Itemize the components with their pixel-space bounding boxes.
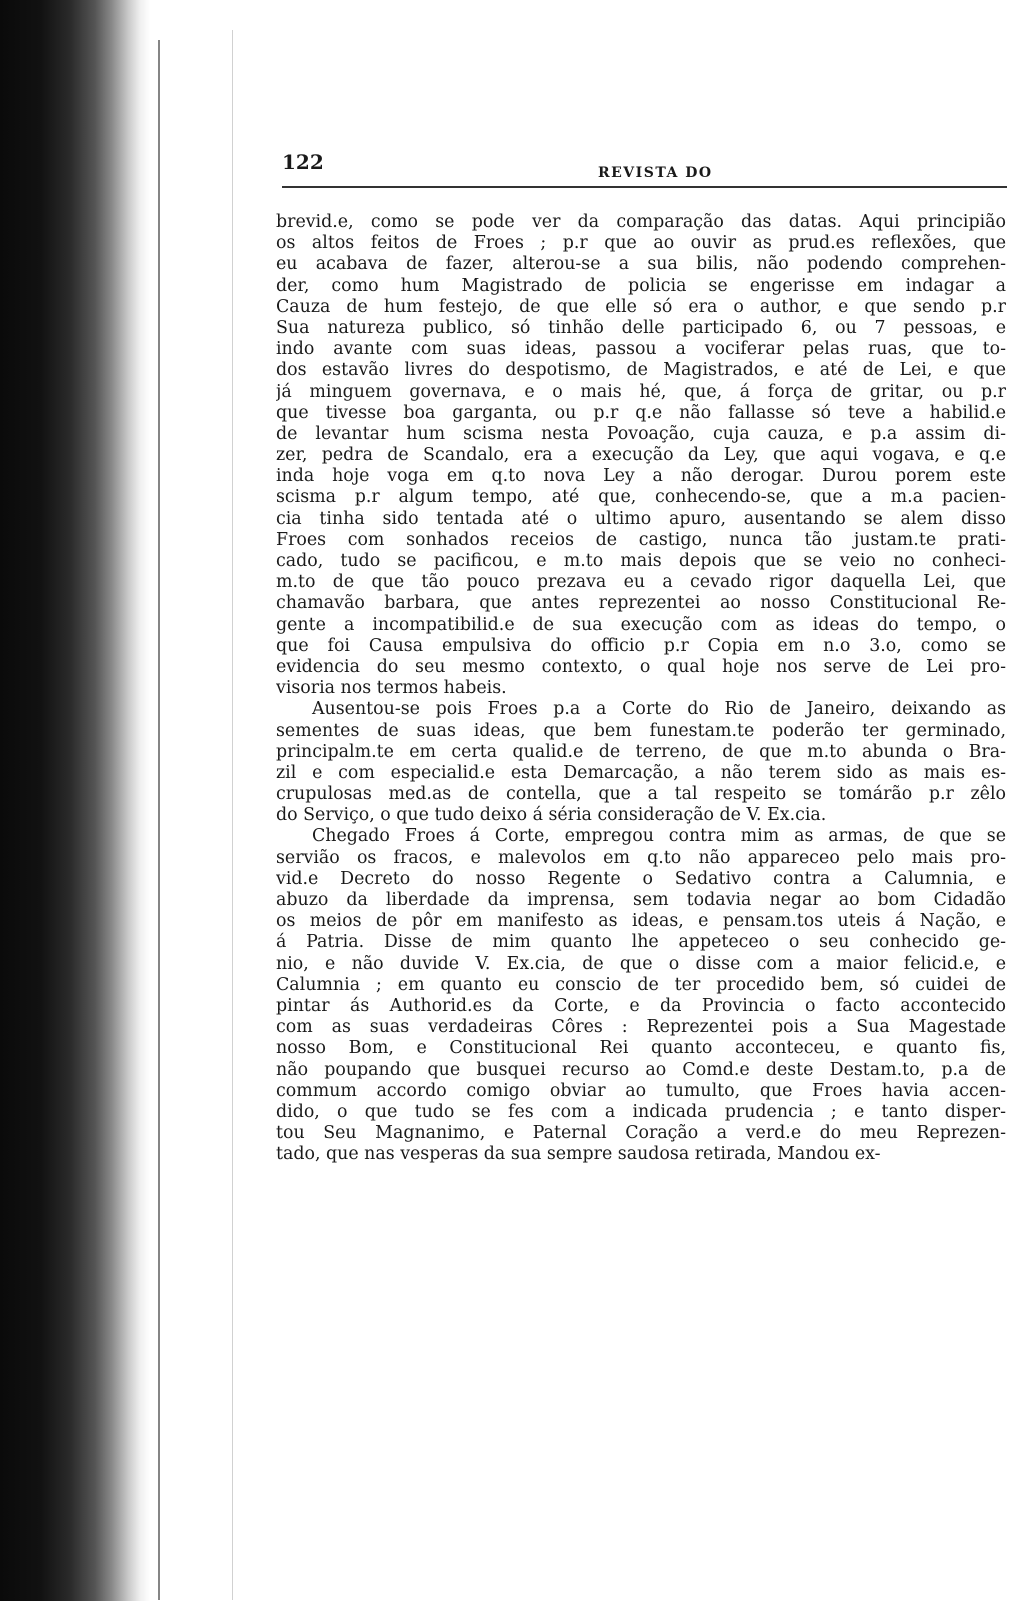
running-head: REVISTA DO — [598, 165, 713, 181]
page-number: 122 — [282, 150, 324, 174]
text-line: evidencia do seu mesmo contexto, o qual hoje nos serve de Lei pro- — [276, 656, 1006, 677]
text-line: abuzo da liberdade da imprensa, sem todavia negar ao bom Cidadão — [276, 890, 1006, 910]
text-line: de levantar hum scisma nesta Povoação, cuja cauza, e p.a assim di- — [276, 423, 1006, 444]
text-line: os altos feitos de Froes ; p.r que ao ouvir as prud.es reflexões, que — [276, 233, 1006, 254]
text-line: já minguem governava, e o mais hé, que, á força de gritar, ou p.r — [276, 381, 1006, 402]
text-line: não poupando que busquei recurso ao Comd.e deste Destam.to, p.a de — [276, 1059, 1006, 1080]
text-line: crupulosas med.as de contella, que a tal respeito se tomárão p.r zêlo — [276, 784, 1006, 805]
text-line: pintar ás Authorid.es da Corte, e da Provincia o facto accontecido — [276, 995, 1006, 1016]
text-line: vid.e Decreto do nosso Regente o Sedativo contra a Calumnia, e — [276, 868, 1006, 889]
text-line: inda hoje voga em q.to nova Ley a não derogar. Durou porem este — [276, 466, 1006, 487]
text-line: Calumnia ; em quanto eu conscio de ter procedido bem, só cuidei de — [276, 974, 1006, 995]
text-line: zer, pedra de Scandalo, era a execução da Ley, que aqui vogava, e q.e — [276, 445, 1006, 466]
body-text — [276, 212, 1006, 1165]
paragraph — [276, 699, 1006, 826]
text-line: brevid.e, como se pode ver da comparação das datas. Aqui principião — [276, 212, 1006, 232]
book-spine-shadow — [0, 0, 150, 1601]
paragraph — [276, 826, 1006, 1165]
text-line: gente a incompatibilid.e de sua execução com as ideas do tempo, o — [276, 614, 1006, 635]
text-line: nosso Bom, e Constitucional Rei quanto acconteceu, e quanto fis, — [276, 1038, 1006, 1059]
text-line: com as suas verdadeiras Côres : Reprezentei pois a Sua Magestade — [276, 1017, 1006, 1038]
text-line: tado, que nas vesperas da sua sempre saudosa retirada, Mandou ex- — [276, 1144, 881, 1165]
text-line: m.to de que tão pouco prezava eu a cevado rigor daquella Lei, que — [276, 572, 1006, 593]
text-line: Sua natureza publico, só tinhão delle participado 6, ou 7 pessoas, e — [276, 317, 1006, 338]
page-header — [260, 140, 1010, 192]
text-line: principalm.te em certa qualid.e de terreno, de que m.to abunda o Bra- — [276, 741, 1006, 762]
text-line: eu acabava de fazer, alterou-se a sua bilis, não podendo comprehen- — [276, 254, 1006, 275]
text-line: dido, o que tudo se fes com a indicada prudencia ; e tanto disper- — [276, 1101, 1006, 1122]
text-line: sementes de suas ideas, que bem funestam.te poderão ter germinado, — [276, 720, 1006, 741]
page-gutter-line-secondary — [232, 30, 233, 1600]
text-line: que foi Causa empulsiva do officio p.r Copia em n.o 3.o, como se — [276, 635, 1006, 656]
text-line: chamavão barbara, que antes reprezentei ao nosso Constitucional Re- — [276, 593, 1006, 614]
text-line: Cauza de hum festejo, de que elle só era o author, e que sendo p.r — [276, 296, 1006, 317]
text-line: dos estavão livres do despotismo, de Magistrados, e até de Lei, e que — [276, 360, 1006, 381]
text-line: scisma p.r algum tempo, até que, conhecendo-se, que a m.a pacien- — [276, 487, 1006, 508]
text-line: Ausentou-se pois Froes p.a a Corte do Rio de Janeiro, deixando as — [312, 699, 1006, 720]
text-line: visoria nos termos habeis. — [276, 678, 507, 699]
text-line: zil e com especialid.e esta Demarcação, a não terem sido as mais es- — [276, 762, 1006, 783]
text-line: á Patria. Disse de mim quanto lhe appeteceo o seu conhecido ge- — [276, 932, 1006, 953]
text-line: cado, tudo se pacificou, e m.to mais depois que se veio no conheci- — [276, 551, 1006, 571]
text-line: os meios de pôr em manifesto as ideas, e pensam.tos uteis á Nação, e — [276, 911, 1006, 932]
text-line: tou Seu Magnanimo, e Paternal Coração a verd.e do meu Reprezen- — [276, 1123, 1006, 1144]
text-line: que tivesse boa garganta, ou p.r q.e não fallasse só teve a habilid.e — [276, 402, 1006, 423]
header-rule — [282, 186, 1007, 188]
text-line: do Serviço, o que tudo deixo á séria consideração de V. Ex.cia. — [276, 805, 827, 826]
text-line: Froes com sonhados receios de castigo, nunca tão justam.te prati- — [276, 529, 1006, 550]
text-line: nio, e não duvide V. Ex.cia, de que o disse com a maior felicid.e, e — [276, 953, 1006, 974]
book-page — [260, 140, 1010, 1165]
text-line: Chegado Froes á Corte, empregou contra mim as armas, de que se — [312, 826, 1006, 847]
page-gutter-line — [158, 40, 160, 1600]
text-line: der, como hum Magistrado de policia se engerisse em indagar a — [276, 275, 1006, 296]
text-line: commum accordo comigo obviar ao tumulto, que Froes havia accen- — [276, 1080, 1006, 1101]
text-line: indo avante com suas ideas, passou a vociferar pelas ruas, que to- — [276, 339, 1006, 360]
text-line: cia tinha sido tentada até o ultimo apuro, ausentando se alem disso — [276, 508, 1006, 529]
text-line: servião os fracos, e malevolos em q.to não appareceo pelo mais pro- — [276, 847, 1006, 868]
paragraph — [276, 212, 1006, 699]
